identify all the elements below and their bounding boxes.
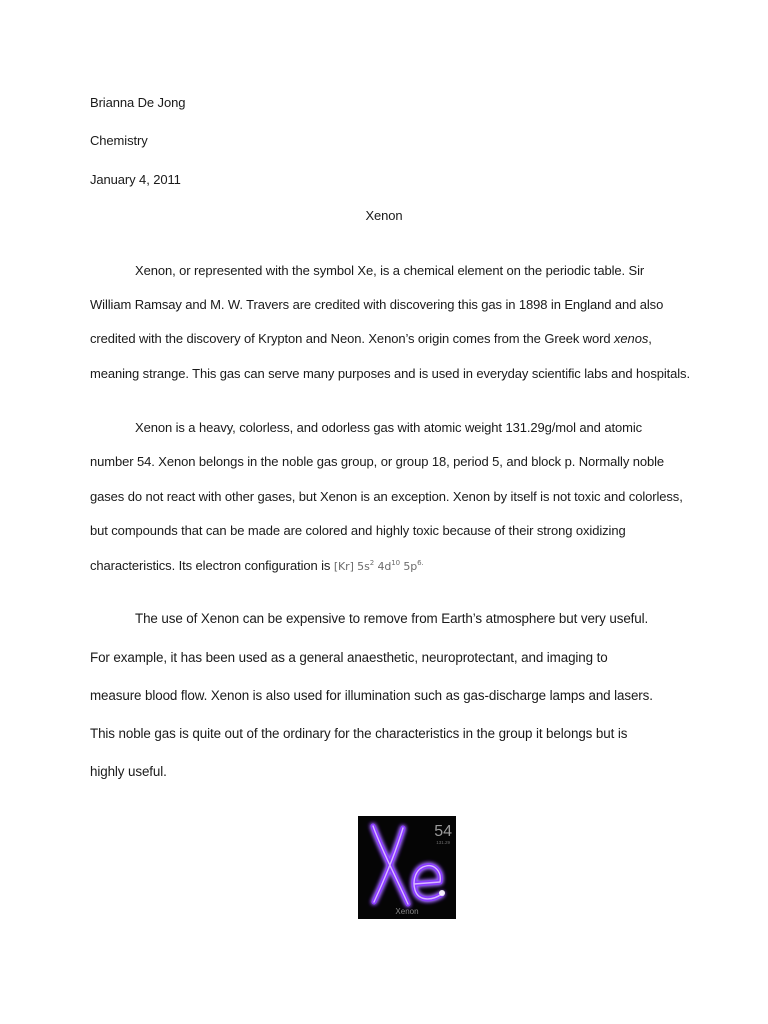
course-name: Chemistry (90, 133, 148, 148)
atomic-weight: 131.29 (436, 840, 450, 845)
document-title: Xenon (365, 208, 403, 223)
config-d-exponent: 10 (391, 559, 400, 567)
config-s-exponent: 2 (369, 559, 375, 567)
paragraph-3-line-3: measure blood flow. Xenon is also used for illumination such as gas-discharge lamps and lasers. (90, 688, 653, 703)
paragraph-2-line-1: Xenon is a heavy, colorless, and odorless gas with atomic weight 131.29g/mol and atomic (135, 420, 643, 435)
paragraph-2-line-5-text: characteristics. Its electron configuration is (90, 558, 334, 573)
paragraph-3-line-2: For example, it has been used as a general anaesthetic, neuroprotectant, and imaging to (90, 650, 608, 665)
paragraph-1-line-2: William Ramsay and M. W. Travers are credited with discovering this gas in 1898 in England and also (90, 297, 664, 312)
paragraph-2-line-2: number 54. Xenon belongs in the noble gas group, or group 18, period 5, and block p. Normally noble (90, 454, 665, 469)
greek-word: xenos (614, 331, 649, 346)
element-name: Xenon (395, 907, 419, 916)
config-core: [Kr] 5s (333, 560, 370, 573)
config-p-exponent: 6. (417, 559, 424, 567)
paragraph-2-line-3: gases do not react with other gases, but Xenon is an exception. Xenon by itself is not toxic and colorless, (90, 489, 683, 504)
electron-configuration (334, 560, 424, 573)
paragraph-3-line-1: The use of Xenon can be expensive to remove from Earth’s atmosphere but very useful. (135, 611, 649, 626)
paragraph-1-line-3 (90, 331, 652, 347)
paragraph-2-line-4: but compounds that can be made are colored and highly toxic because of their strong oxidizing (90, 523, 626, 538)
atomic-number: 54 (434, 823, 452, 840)
comma: , (648, 331, 652, 346)
paragraph-3-line-5: highly useful. (90, 764, 167, 779)
paragraph-1-line-4: meaning strange. This gas can serve many purposes and is used in everyday scientific labs and hospitals. (90, 366, 690, 381)
paragraph-1-line-1: Xenon, or represented with the symbol Xe, is a chemical element on the periodic table. Sir (135, 263, 645, 278)
config-d-part: 4d (374, 560, 392, 573)
xenon-glow-icon (358, 816, 456, 919)
paragraph-1-line-3-text: credited with the discovery of Krypton and Neon. Xenon’s origin comes from the Greek word (90, 331, 615, 346)
paragraph-2-line-5 (90, 558, 424, 575)
paragraph-3-line-4: This noble gas is quite out of the ordinary for the characteristics in the group it belongs but is (90, 726, 628, 741)
date: January 4, 2011 (90, 172, 181, 187)
xenon-element-image (358, 816, 456, 919)
config-p-part: 5p (399, 560, 418, 573)
author-name: Brianna De Jong (90, 95, 186, 110)
